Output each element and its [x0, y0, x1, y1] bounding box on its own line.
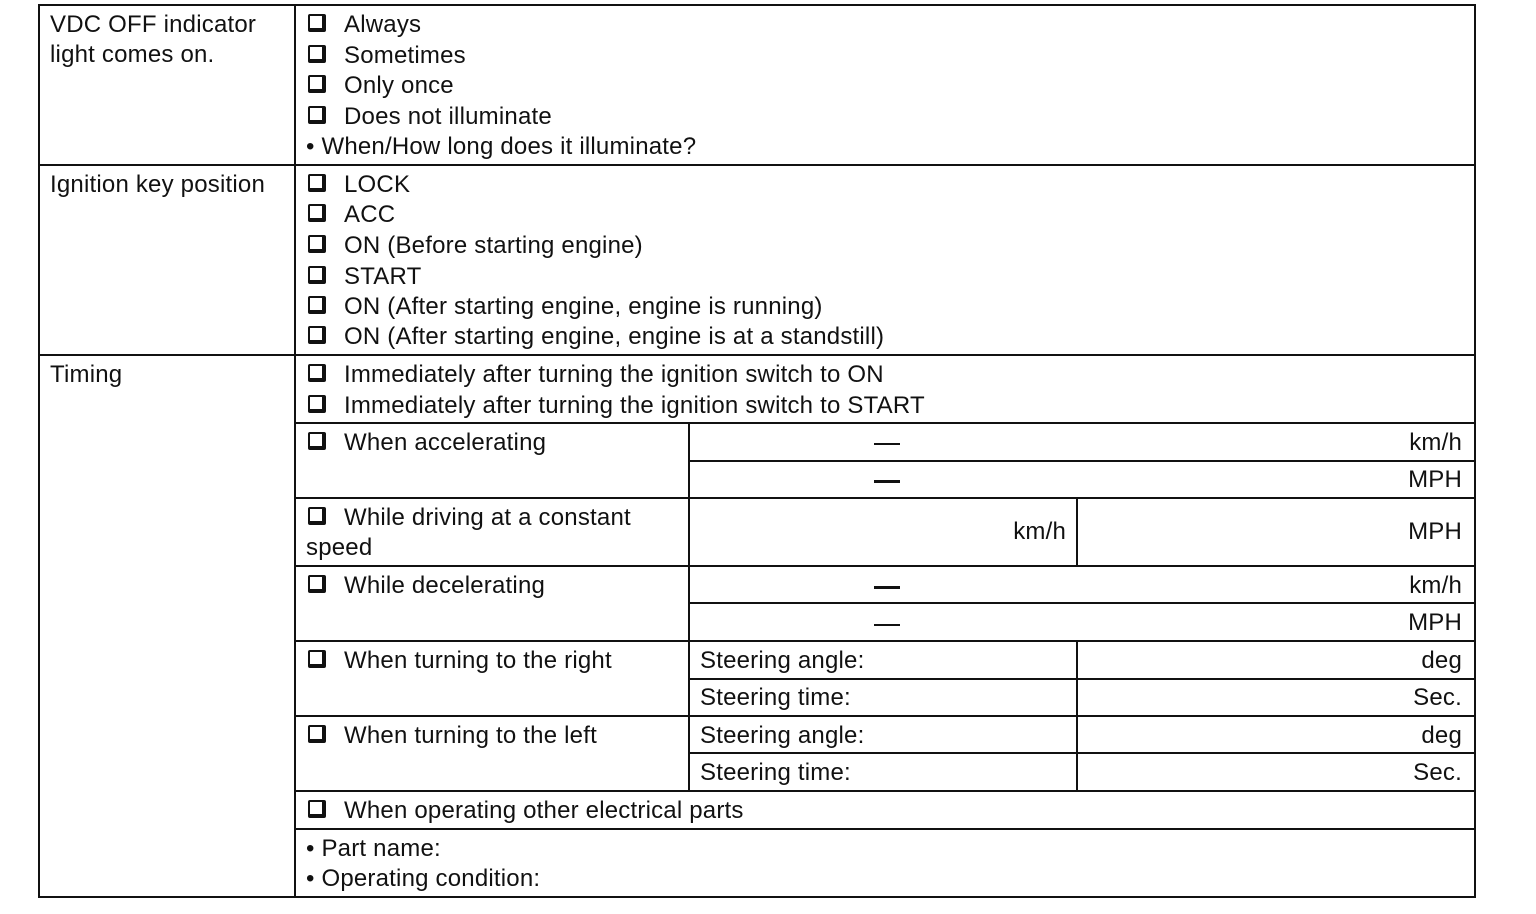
timing-divider-1 [294, 422, 1476, 424]
accel-kmh-dash [874, 443, 900, 445]
timing-turn-right-label: When turning to the right [344, 647, 612, 674]
timing-decelerating-label: While decelerating [344, 572, 546, 599]
ignition-acc-label: ACC [344, 201, 396, 228]
label-column-divider [294, 4, 296, 898]
steering-value-divider [1076, 640, 1078, 792]
vdc-illumination-note: • When/How long does it illuminate? [306, 133, 697, 160]
accel-kmh-unit: km/h [1409, 429, 1462, 456]
accel-inner-divider [688, 460, 1476, 462]
ignition-on-before-start-label: ON (Before starting engine) [344, 232, 643, 259]
accel-mph-unit: MPH [1408, 466, 1462, 493]
part-name-label: • Part name: [306, 835, 441, 862]
ignition-on-running-checkbox[interactable] [308, 296, 326, 314]
timing-other-parts-label: When operating other electrical parts [344, 797, 744, 824]
operating-condition-label: • Operating condition: [306, 865, 541, 892]
left-steering-time-unit: Sec. [1413, 759, 1462, 786]
vdc-does-not-illuminate-checkbox[interactable] [308, 106, 326, 124]
timing-immediate-on-checkbox[interactable] [308, 364, 326, 382]
timing-constant-speed-label-line1: While driving at a constant [344, 504, 631, 531]
decel-kmh-dash [874, 586, 900, 589]
timing-constant-speed-checkbox[interactable] [308, 507, 326, 525]
vdc-always-label: Always [344, 11, 422, 38]
ignition-start-checkbox[interactable] [308, 266, 326, 284]
timing-decelerating-checkbox[interactable] [308, 575, 326, 593]
left-steering-time-label: Steering time: [700, 759, 851, 786]
vdc-label-line2: light comes on. [50, 41, 215, 68]
ignition-on-running-label: ON (After starting engine, engine is running) [344, 293, 823, 320]
right-steering-angle-unit: deg [1421, 647, 1462, 674]
decel-mph-dash [874, 624, 900, 626]
ignition-label: Ignition key position [50, 171, 265, 198]
ignition-lock-checkbox[interactable] [308, 174, 326, 192]
vdc-does-not-illuminate-label: Does not illuminate [344, 103, 552, 130]
timing-immediate-on-label: Immediately after turning the ignition switch to ON [344, 361, 884, 388]
right-steering-time-unit: Sec. [1413, 684, 1462, 711]
right-steering-time-label: Steering time: [700, 684, 851, 711]
timing-divider-4 [294, 640, 1476, 642]
left-turn-inner-divider [688, 752, 1476, 754]
ignition-on-standstill-checkbox[interactable] [308, 326, 326, 344]
row-divider-vdc-ignition [38, 164, 1476, 166]
decel-inner-divider [688, 602, 1476, 604]
timing-constant-speed-label-line2: speed [306, 534, 373, 561]
ignition-on-standstill-label: ON (After starting engine, engine is at a standstill) [344, 323, 885, 350]
timing-turn-right-checkbox[interactable] [308, 650, 326, 668]
constant-speed-mph-unit: MPH [1408, 518, 1462, 545]
ignition-lock-label: LOCK [344, 171, 411, 198]
timing-immediate-start-label: Immediately after turning the ignition switch to START [344, 392, 925, 419]
accel-mph-dash [874, 480, 900, 483]
constant-speed-kmh-unit: km/h [1013, 518, 1066, 545]
ignition-start-label: START [344, 263, 422, 290]
timing-turn-left-label: When turning to the left [344, 722, 597, 749]
timing-other-parts-checkbox[interactable] [308, 800, 326, 818]
condition-column-divider [688, 422, 690, 792]
timing-divider-6 [294, 790, 1476, 792]
vdc-only-once-label: Only once [344, 72, 454, 99]
timing-label: Timing [50, 361, 123, 388]
right-steering-angle-label: Steering angle: [700, 647, 865, 674]
decel-mph-unit: MPH [1408, 609, 1462, 636]
vdc-sometimes-checkbox[interactable] [308, 45, 326, 63]
left-steering-angle-label: Steering angle: [700, 722, 865, 749]
vdc-always-checkbox[interactable] [308, 14, 326, 32]
right-turn-inner-divider [688, 678, 1476, 680]
vdc-sometimes-label: Sometimes [344, 42, 466, 69]
ignition-acc-checkbox[interactable] [308, 204, 326, 222]
timing-divider-5 [294, 715, 1476, 717]
ignition-on-before-start-checkbox[interactable] [308, 235, 326, 253]
timing-accelerating-label: When accelerating [344, 429, 547, 456]
vdc-label-line1: VDC OFF indicator [50, 11, 257, 38]
left-steering-angle-unit: deg [1421, 722, 1462, 749]
constant-speed-unit-divider [1076, 497, 1078, 567]
timing-immediate-start-checkbox[interactable] [308, 395, 326, 413]
decel-kmh-unit: km/h [1409, 572, 1462, 599]
timing-divider-3 [294, 565, 1476, 567]
vdc-only-once-checkbox[interactable] [308, 75, 326, 93]
timing-accelerating-checkbox[interactable] [308, 432, 326, 450]
timing-divider-7 [294, 828, 1476, 830]
timing-turn-left-checkbox[interactable] [308, 725, 326, 743]
row-divider-ignition-timing [38, 354, 1476, 356]
timing-divider-2 [294, 497, 1476, 499]
